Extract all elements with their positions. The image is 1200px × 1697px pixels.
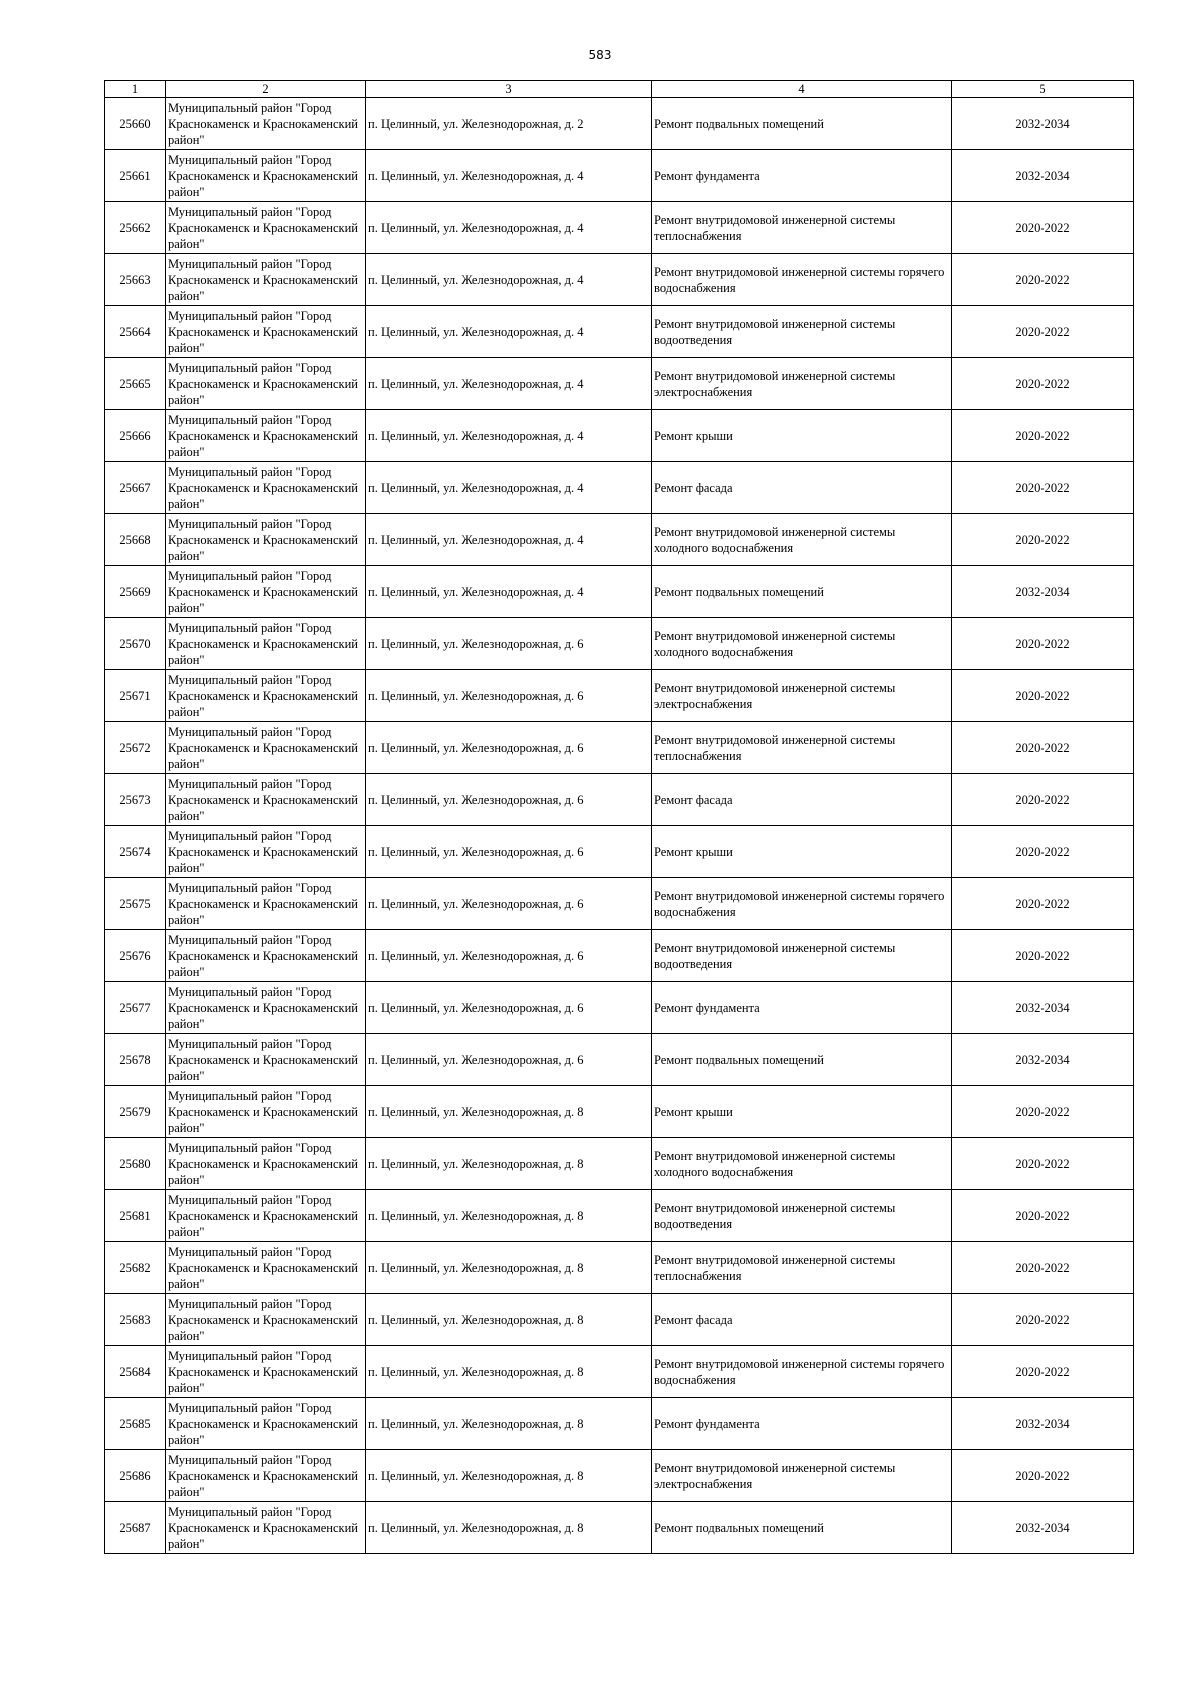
table-row xyxy=(105,670,1134,722)
table-row xyxy=(105,514,1134,566)
work-type-cell: Ремонт фасада xyxy=(652,1294,952,1346)
district-cell: Муниципальный район "Город Краснокаменск и Краснокаменский район" xyxy=(166,618,366,670)
period-cell: 2020-2022 xyxy=(952,670,1134,722)
district-cell: Муниципальный район "Город Краснокаменск и Краснокаменский район" xyxy=(166,462,366,514)
table-row xyxy=(105,306,1134,358)
address-cell: п. Целинный, ул. Железнодорожная, д. 4 xyxy=(366,566,652,618)
period-cell: 2020-2022 xyxy=(952,722,1134,774)
row-number: 25687 xyxy=(105,1502,166,1554)
work-type-cell: Ремонт фундамента xyxy=(652,150,952,202)
table-row xyxy=(105,1294,1134,1346)
period-cell: 2020-2022 xyxy=(952,1086,1134,1138)
work-type-cell: Ремонт внутридомовой инженерной системы горячего водоснабжения xyxy=(652,878,952,930)
address-cell: п. Целинный, ул. Железнодорожная, д. 6 xyxy=(366,722,652,774)
period-cell: 2020-2022 xyxy=(952,618,1134,670)
table-row xyxy=(105,826,1134,878)
period-cell: 2032-2034 xyxy=(952,150,1134,202)
address-cell: п. Целинный, ул. Железнодорожная, д. 6 xyxy=(366,878,652,930)
district-cell: Муниципальный район "Город Краснокаменск и Краснокаменский район" xyxy=(166,1138,366,1190)
row-number: 25678 xyxy=(105,1034,166,1086)
district-cell: Муниципальный район "Город Краснокаменск и Краснокаменский район" xyxy=(166,1450,366,1502)
row-number: 25670 xyxy=(105,618,166,670)
table-row xyxy=(105,878,1134,930)
work-type-cell: Ремонт внутридомовой инженерной системы холодного водоснабжения xyxy=(652,618,952,670)
work-type-cell: Ремонт внутридомовой инженерной системы горячего водоснабжения xyxy=(652,1346,952,1398)
period-cell: 2020-2022 xyxy=(952,410,1134,462)
work-type-cell: Ремонт внутридомовой инженерной системы холодного водоснабжения xyxy=(652,514,952,566)
table-row xyxy=(105,1138,1134,1190)
table-row xyxy=(105,1346,1134,1398)
district-cell: Муниципальный район "Город Краснокаменск и Краснокаменский район" xyxy=(166,1398,366,1450)
row-number: 25672 xyxy=(105,722,166,774)
district-cell: Муниципальный район "Город Краснокаменск и Краснокаменский район" xyxy=(166,150,366,202)
page-number: 583 xyxy=(588,48,612,62)
row-number: 25661 xyxy=(105,150,166,202)
row-number: 25673 xyxy=(105,774,166,826)
address-cell: п. Целинный, ул. Железнодорожная, д. 4 xyxy=(366,514,652,566)
table-row xyxy=(105,1502,1134,1554)
period-cell: 2032-2034 xyxy=(952,1034,1134,1086)
district-cell: Муниципальный район "Город Краснокаменск и Краснокаменский район" xyxy=(166,202,366,254)
row-number: 25663 xyxy=(105,254,166,306)
row-number: 25681 xyxy=(105,1190,166,1242)
row-number: 25676 xyxy=(105,930,166,982)
repair-schedule-table xyxy=(104,80,1134,1554)
address-cell: п. Целинный, ул. Железнодорожная, д. 8 xyxy=(366,1086,652,1138)
district-cell: Муниципальный район "Город Краснокаменск и Краснокаменский район" xyxy=(166,1346,366,1398)
work-type-cell: Ремонт внутридомовой инженерной системы электроснабжения xyxy=(652,358,952,410)
address-cell: п. Целинный, ул. Железнодорожная, д. 6 xyxy=(366,826,652,878)
district-cell: Муниципальный район "Город Краснокаменск и Краснокаменский район" xyxy=(166,826,366,878)
row-number: 25682 xyxy=(105,1242,166,1294)
address-cell: п. Целинный, ул. Железнодорожная, д. 8 xyxy=(366,1242,652,1294)
address-cell: п. Целинный, ул. Железнодорожная, д. 8 xyxy=(366,1190,652,1242)
address-cell: п. Целинный, ул. Железнодорожная, д. 8 xyxy=(366,1502,652,1554)
district-cell: Муниципальный район "Город Краснокаменск и Краснокаменский район" xyxy=(166,566,366,618)
work-type-cell: Ремонт внутридомовой инженерной системы водоотведения xyxy=(652,1190,952,1242)
district-cell: Муниципальный район "Город Краснокаменск и Краснокаменский район" xyxy=(166,1242,366,1294)
work-type-cell: Ремонт фасада xyxy=(652,774,952,826)
period-cell: 2020-2022 xyxy=(952,930,1134,982)
address-cell: п. Целинный, ул. Железнодорожная, д. 8 xyxy=(366,1450,652,1502)
work-type-cell: Ремонт подвальных помещений xyxy=(652,1034,952,1086)
district-cell: Муниципальный район "Город Краснокаменск и Краснокаменский район" xyxy=(166,1502,366,1554)
table-row xyxy=(105,254,1134,306)
table-row xyxy=(105,462,1134,514)
work-type-cell: Ремонт внутридомовой инженерной системы теплоснабжения xyxy=(652,722,952,774)
period-cell: 2020-2022 xyxy=(952,254,1134,306)
address-cell: п. Целинный, ул. Железнодорожная, д. 4 xyxy=(366,254,652,306)
row-number: 25664 xyxy=(105,306,166,358)
column-header: 5 xyxy=(952,81,1134,98)
district-cell: Муниципальный район "Город Краснокаменск и Краснокаменский район" xyxy=(166,670,366,722)
row-number: 25686 xyxy=(105,1450,166,1502)
period-cell: 2032-2034 xyxy=(952,1502,1134,1554)
address-cell: п. Целинный, ул. Железнодорожная, д. 4 xyxy=(366,410,652,462)
table-row xyxy=(105,410,1134,462)
row-number: 25680 xyxy=(105,1138,166,1190)
district-cell: Муниципальный район "Город Краснокаменск и Краснокаменский район" xyxy=(166,774,366,826)
work-type-cell: Ремонт подвальных помещений xyxy=(652,98,952,150)
work-type-cell: Ремонт внутридомовой инженерной системы теплоснабжения xyxy=(652,1242,952,1294)
district-cell: Муниципальный район "Город Краснокаменск и Краснокаменский район" xyxy=(166,98,366,150)
table-row xyxy=(105,150,1134,202)
row-number: 25674 xyxy=(105,826,166,878)
address-cell: п. Целинный, ул. Железнодорожная, д. 2 xyxy=(366,98,652,150)
address-cell: п. Целинный, ул. Железнодорожная, д. 4 xyxy=(366,150,652,202)
row-number: 25684 xyxy=(105,1346,166,1398)
row-number: 25683 xyxy=(105,1294,166,1346)
row-number: 25660 xyxy=(105,98,166,150)
address-cell: п. Целинный, ул. Железнодорожная, д. 8 xyxy=(366,1346,652,1398)
work-type-cell: Ремонт внутридомовой инженерной системы водоотведения xyxy=(652,930,952,982)
period-cell: 2020-2022 xyxy=(952,774,1134,826)
period-cell: 2020-2022 xyxy=(952,514,1134,566)
district-cell: Муниципальный район "Город Краснокаменск и Краснокаменский район" xyxy=(166,982,366,1034)
district-cell: Муниципальный район "Город Краснокаменск и Краснокаменский район" xyxy=(166,878,366,930)
address-cell: п. Целинный, ул. Железнодорожная, д. 4 xyxy=(366,202,652,254)
row-number: 25666 xyxy=(105,410,166,462)
table-row xyxy=(105,1086,1134,1138)
row-number: 25685 xyxy=(105,1398,166,1450)
column-header: 3 xyxy=(366,81,652,98)
work-type-cell: Ремонт внутридомовой инженерной системы горячего водоснабжения xyxy=(652,254,952,306)
column-number-row xyxy=(105,81,1134,98)
period-cell: 2020-2022 xyxy=(952,1242,1134,1294)
work-type-cell: Ремонт фундамента xyxy=(652,982,952,1034)
district-cell: Муниципальный район "Город Краснокаменск и Краснокаменский район" xyxy=(166,930,366,982)
period-cell: 2020-2022 xyxy=(952,878,1134,930)
district-cell: Муниципальный район "Город Краснокаменск и Краснокаменский район" xyxy=(166,410,366,462)
address-cell: п. Целинный, ул. Железнодорожная, д. 4 xyxy=(366,462,652,514)
period-cell: 2032-2034 xyxy=(952,982,1134,1034)
work-type-cell: Ремонт крыши xyxy=(652,1086,952,1138)
table-row xyxy=(105,982,1134,1034)
row-number: 25662 xyxy=(105,202,166,254)
table-row xyxy=(105,358,1134,410)
work-type-cell: Ремонт подвальных помещений xyxy=(652,566,952,618)
district-cell: Муниципальный район "Город Краснокаменск и Краснокаменский район" xyxy=(166,358,366,410)
district-cell: Муниципальный район "Город Краснокаменск и Краснокаменский район" xyxy=(166,722,366,774)
work-type-cell: Ремонт внутридомовой инженерной системы электроснабжения xyxy=(652,1450,952,1502)
column-header: 1 xyxy=(105,81,166,98)
row-number: 25669 xyxy=(105,566,166,618)
address-cell: п. Целинный, ул. Железнодорожная, д. 8 xyxy=(366,1138,652,1190)
period-cell: 2032-2034 xyxy=(952,1398,1134,1450)
work-type-cell: Ремонт внутридомовой инженерной системы холодного водоснабжения xyxy=(652,1138,952,1190)
period-cell: 2020-2022 xyxy=(952,202,1134,254)
row-number: 25679 xyxy=(105,1086,166,1138)
column-header: 4 xyxy=(652,81,952,98)
table-row xyxy=(105,566,1134,618)
table-row xyxy=(105,98,1134,150)
table-row xyxy=(105,774,1134,826)
table-row xyxy=(105,1450,1134,1502)
address-cell: п. Целинный, ул. Железнодорожная, д. 6 xyxy=(366,930,652,982)
table-row xyxy=(105,1190,1134,1242)
row-number: 25671 xyxy=(105,670,166,722)
district-cell: Муниципальный район "Город Краснокаменск и Краснокаменский район" xyxy=(166,1034,366,1086)
address-cell: п. Целинный, ул. Железнодорожная, д. 4 xyxy=(366,306,652,358)
table-row xyxy=(105,930,1134,982)
period-cell: 2032-2034 xyxy=(952,98,1134,150)
address-cell: п. Целинный, ул. Железнодорожная, д. 6 xyxy=(366,982,652,1034)
district-cell: Муниципальный район "Город Краснокаменск и Краснокаменский район" xyxy=(166,1190,366,1242)
period-cell: 2020-2022 xyxy=(952,306,1134,358)
address-cell: п. Целинный, ул. Железнодорожная, д. 6 xyxy=(366,1034,652,1086)
work-type-cell: Ремонт фундамента xyxy=(652,1398,952,1450)
row-number: 25665 xyxy=(105,358,166,410)
table-row xyxy=(105,1398,1134,1450)
district-cell: Муниципальный район "Город Краснокаменск и Краснокаменский район" xyxy=(166,1294,366,1346)
address-cell: п. Целинный, ул. Железнодорожная, д. 6 xyxy=(366,670,652,722)
address-cell: п. Целинный, ул. Железнодорожная, д. 6 xyxy=(366,618,652,670)
work-type-cell: Ремонт внутридомовой инженерной системы электроснабжения xyxy=(652,670,952,722)
work-type-cell: Ремонт подвальных помещений xyxy=(652,1502,952,1554)
district-cell: Муниципальный район "Город Краснокаменск и Краснокаменский район" xyxy=(166,306,366,358)
row-number: 25677 xyxy=(105,982,166,1034)
work-type-cell: Ремонт внутридомовой инженерной системы водоотведения xyxy=(652,306,952,358)
table-body xyxy=(105,98,1134,1554)
column-header: 2 xyxy=(166,81,366,98)
table-row xyxy=(105,1034,1134,1086)
period-cell: 2020-2022 xyxy=(952,358,1134,410)
district-cell: Муниципальный район "Город Краснокаменск и Краснокаменский район" xyxy=(166,514,366,566)
row-number: 25675 xyxy=(105,878,166,930)
address-cell: п. Целинный, ул. Железнодорожная, д. 8 xyxy=(366,1398,652,1450)
district-cell: Муниципальный район "Город Краснокаменск и Краснокаменский район" xyxy=(166,1086,366,1138)
work-type-cell: Ремонт крыши xyxy=(652,410,952,462)
period-cell: 2020-2022 xyxy=(952,1190,1134,1242)
address-cell: п. Целинный, ул. Железнодорожная, д. 6 xyxy=(366,774,652,826)
period-cell: 2032-2034 xyxy=(952,566,1134,618)
period-cell: 2020-2022 xyxy=(952,1138,1134,1190)
district-cell: Муниципальный район "Город Краснокаменск и Краснокаменский район" xyxy=(166,254,366,306)
period-cell: 2020-2022 xyxy=(952,1450,1134,1502)
period-cell: 2020-2022 xyxy=(952,462,1134,514)
table-row xyxy=(105,202,1134,254)
address-cell: п. Целинный, ул. Железнодорожная, д. 8 xyxy=(366,1294,652,1346)
work-type-cell: Ремонт внутридомовой инженерной системы теплоснабжения xyxy=(652,202,952,254)
period-cell: 2020-2022 xyxy=(952,1346,1134,1398)
address-cell: п. Целинный, ул. Железнодорожная, д. 4 xyxy=(366,358,652,410)
work-type-cell: Ремонт крыши xyxy=(652,826,952,878)
period-cell: 2020-2022 xyxy=(952,826,1134,878)
table-row xyxy=(105,618,1134,670)
row-number: 25668 xyxy=(105,514,166,566)
table-header xyxy=(105,81,1134,98)
table-row xyxy=(105,1242,1134,1294)
table-row xyxy=(105,722,1134,774)
period-cell: 2020-2022 xyxy=(952,1294,1134,1346)
work-type-cell: Ремонт фасада xyxy=(652,462,952,514)
row-number: 25667 xyxy=(105,462,166,514)
